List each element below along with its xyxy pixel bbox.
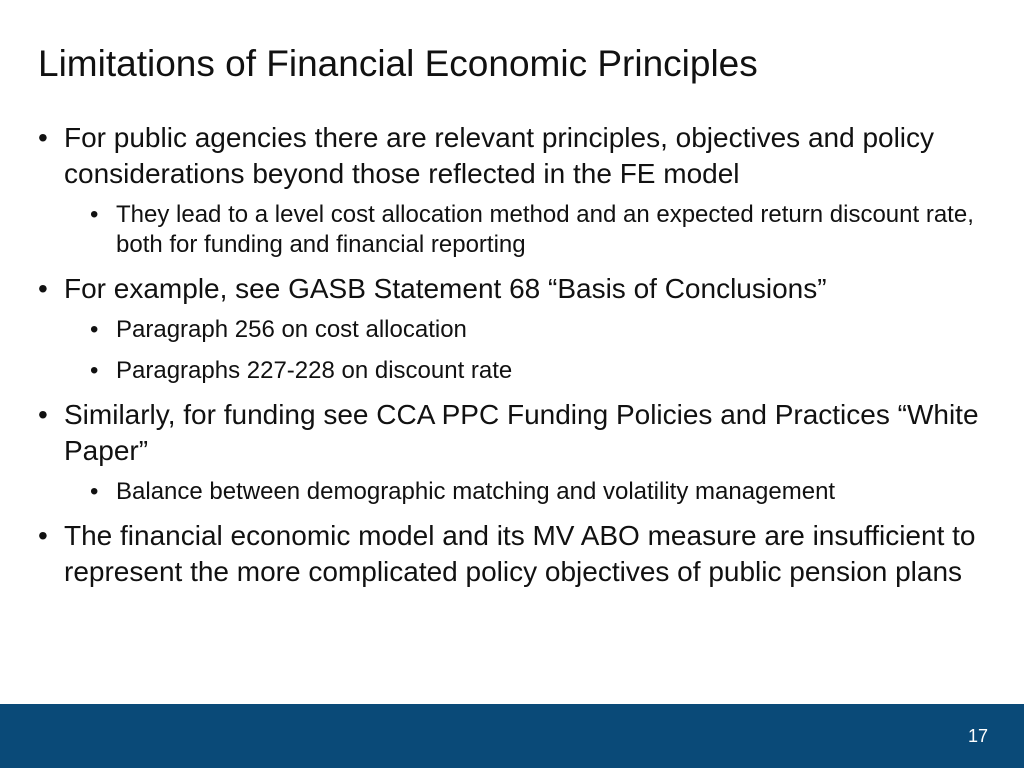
- sub-bullet-text: Paragraph 256 on cost allocation: [116, 316, 467, 343]
- footer-bar: [0, 704, 1024, 768]
- bullet-text: The financial economic model and its MV ABO measure are insufficient to represent the more complicated policy objectives of public pension plans: [64, 520, 976, 587]
- bullet-item: [38, 271, 998, 386]
- sub-bullet-item: [90, 315, 998, 345]
- bullet-item: [38, 518, 998, 590]
- bullet-list: [38, 120, 998, 590]
- bullet-text: For public agencies there are relevant principles, objectives and policy considerations beyond those reflected in the FE model: [64, 122, 935, 189]
- bullet-icon: •: [38, 520, 48, 551]
- bullet-icon: •: [38, 122, 48, 153]
- sub-bullet-text: Balance between demographic matching and volatility management: [116, 478, 836, 505]
- bullet-icon: •: [90, 201, 99, 228]
- bullet-item: [38, 397, 998, 507]
- sub-bullet-item: [90, 356, 998, 386]
- sub-bullet-item: [90, 200, 998, 260]
- bullet-icon: •: [90, 357, 99, 384]
- bullet-icon: •: [38, 273, 48, 304]
- bullet-icon: •: [38, 399, 48, 430]
- bullet-item: [38, 120, 998, 260]
- bullet-text: For example, see GASB Statement 68 “Basis of Conclusions”: [64, 273, 827, 304]
- sub-bullet-text: Paragraphs 227-228 on discount rate: [116, 357, 513, 384]
- page-number: 17: [967, 726, 988, 746]
- slide-title: Limitations of Financial Economic Principles: [38, 43, 758, 84]
- sub-bullet-text: They lead to a level cost allocation method and an expected return discount rate, both for funding and financial reporting: [116, 201, 974, 258]
- sub-bullet-list: [64, 477, 998, 507]
- bullet-icon: •: [90, 478, 99, 505]
- sub-bullet-list: [64, 200, 998, 260]
- bullet-icon: •: [90, 316, 99, 343]
- sub-bullet-list: [64, 315, 998, 386]
- bullet-text: Similarly, for funding see CCA PPC Funding Policies and Practices “White Paper”: [64, 399, 979, 466]
- sub-bullet-item: [90, 477, 998, 507]
- slide-body: [38, 120, 998, 598]
